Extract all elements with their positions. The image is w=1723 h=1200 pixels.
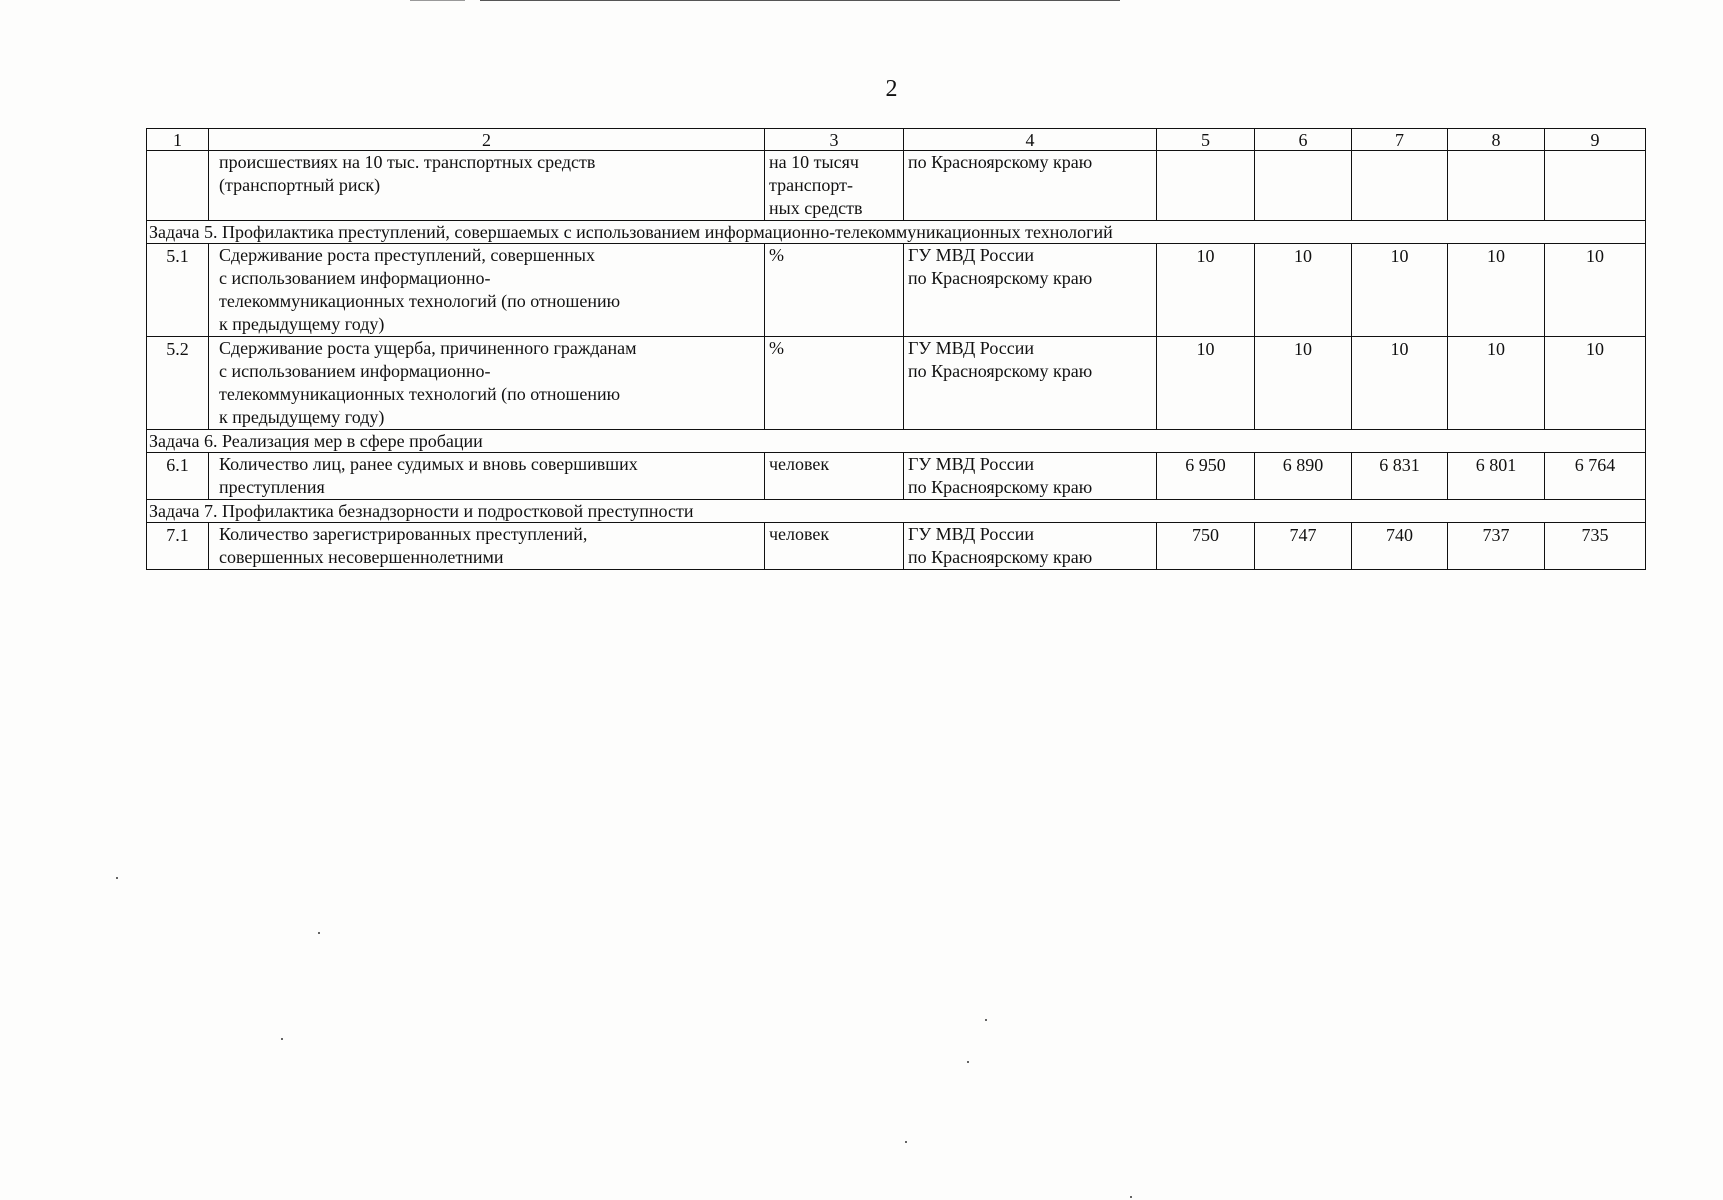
indicator-value: 6 890: [1255, 453, 1352, 500]
indicator-row: [147, 523, 1646, 570]
source-line: по Красноярскому краю: [908, 152, 1093, 172]
indicator-value: 737: [1448, 523, 1545, 570]
page-number: 2: [885, 76, 898, 102]
source-line: по Красноярскому краю: [908, 547, 1093, 567]
column-number: 8: [1448, 129, 1545, 151]
scan-speck: [281, 1038, 283, 1040]
data-source: [904, 523, 1157, 570]
indicator-number: 5.1: [147, 244, 209, 337]
unit-of-measure: [765, 244, 904, 337]
scan-speck: [116, 877, 118, 879]
unit-line: ных средств: [769, 198, 863, 218]
indicator-value: 10: [1255, 337, 1352, 430]
column-number: 1: [147, 129, 209, 151]
indicator-value: [1255, 151, 1352, 221]
source-line: ГУ МВД России: [908, 338, 1035, 358]
description-line: Сдерживание роста преступлений, совершенных: [219, 245, 596, 265]
unit-of-measure: [765, 523, 904, 570]
data-source: [904, 244, 1157, 337]
unit-line: %: [769, 338, 784, 358]
indicator-number: 7.1: [147, 523, 209, 570]
description-line: преступления: [219, 477, 325, 497]
indicator-value: 735: [1545, 523, 1646, 570]
task-section-title: Задача 6. Реализация мер в сфере пробации: [147, 430, 1646, 453]
source-line: ГУ МВД России: [908, 454, 1035, 474]
indicator-value: 10: [1352, 244, 1448, 337]
description-line: к предыдущему году): [219, 407, 385, 427]
unit-of-measure: [765, 151, 904, 221]
unit-of-measure: [765, 453, 904, 500]
description-line: с использованием информационно-: [219, 361, 491, 381]
indicator-value: 10: [1448, 244, 1545, 337]
source-line: по Красноярскому краю: [908, 477, 1093, 497]
column-number: 5: [1157, 129, 1255, 151]
scan-speck: [905, 1141, 907, 1143]
indicator-value: 10: [1545, 337, 1646, 430]
unit-line: на 10 тысяч: [769, 152, 859, 172]
indicator-description: [209, 337, 765, 430]
indicator-value: 6 950: [1157, 453, 1255, 500]
indicator-value: 6 764: [1545, 453, 1646, 500]
indicators-table: [146, 128, 1646, 570]
unit-line: человек: [769, 454, 830, 474]
unit-line: %: [769, 245, 784, 265]
scan-speck: [318, 932, 320, 934]
indicator-value: [1352, 151, 1448, 221]
indicator-value: 10: [1157, 244, 1255, 337]
data-source: [904, 151, 1157, 221]
description-line: Количество зарегистрированных преступлений,: [219, 524, 588, 544]
continuation-row: [147, 151, 1646, 221]
indicator-value: [1448, 151, 1545, 221]
indicator-description: [209, 453, 765, 500]
unit-of-measure: [765, 337, 904, 430]
indicator-description: [209, 523, 765, 570]
description-line: Сдерживание роста ущерба, причиненного гражданам: [219, 338, 637, 358]
data-source: [904, 453, 1157, 500]
data-source: [904, 337, 1157, 430]
indicator-value: 10: [1255, 244, 1352, 337]
description-line: к предыдущему году): [219, 314, 385, 334]
description-line: (транспортный риск): [219, 175, 381, 195]
indicator-row: [147, 244, 1646, 337]
indicator-value: 10: [1157, 337, 1255, 430]
description-line: совершенных несовершеннолетними: [219, 547, 504, 567]
column-number: 6: [1255, 129, 1352, 151]
source-line: по Красноярскому краю: [908, 361, 1093, 381]
indicator-number: 6.1: [147, 453, 209, 500]
scan-speck: [1130, 1196, 1132, 1198]
scan-edge-mark: [410, 0, 465, 1]
scan-edge-line: [480, 0, 1120, 1]
source-line: ГУ МВД России: [908, 245, 1035, 265]
description-line: с использованием информационно-: [219, 268, 491, 288]
indicator-number: 5.2: [147, 337, 209, 430]
indicator-value: 6 801: [1448, 453, 1545, 500]
indicator-value: [1157, 151, 1255, 221]
unit-line: транспорт-: [769, 175, 853, 195]
column-number: 9: [1545, 129, 1646, 151]
task-section-row: [147, 500, 1646, 523]
scan-speck: [985, 1019, 987, 1021]
indicator-row: [147, 337, 1646, 430]
indicator-description: [209, 244, 765, 337]
indicator-description: [209, 151, 765, 221]
unit-line: человек: [769, 524, 830, 544]
indicator-value: 6 831: [1352, 453, 1448, 500]
scan-speck: [967, 1061, 969, 1063]
description-line: происшествиях на 10 тыс. транспортных средств: [219, 152, 596, 172]
description-line: телекоммуникационных технологий (по отношению: [219, 384, 621, 404]
column-number: 3: [765, 129, 904, 151]
indicator-row: [147, 453, 1646, 500]
task-section-row: [147, 221, 1646, 244]
indicator-value: 10: [1545, 244, 1646, 337]
source-line: ГУ МВД России: [908, 524, 1035, 544]
indicator-value: 10: [1352, 337, 1448, 430]
column-number: 2: [209, 129, 765, 151]
indicator-value: 10: [1448, 337, 1545, 430]
column-number: 7: [1352, 129, 1448, 151]
task-section-title: Задача 5. Профилактика преступлений, совершаемых с использованием информационно-телекоммуникационных технологий: [147, 221, 1646, 244]
description-line: телекоммуникационных технологий (по отношению: [219, 291, 621, 311]
column-number: 4: [904, 129, 1157, 151]
indicator-value: 747: [1255, 523, 1352, 570]
table-body: [147, 129, 1646, 570]
column-number-row: [147, 129, 1646, 151]
source-line: по Красноярскому краю: [908, 268, 1093, 288]
indicator-value: [1545, 151, 1646, 221]
indicator-number: [147, 151, 209, 221]
task-section-row: [147, 430, 1646, 453]
indicator-value: 740: [1352, 523, 1448, 570]
description-line: Количество лиц, ранее судимых и вновь совершивших: [219, 454, 638, 474]
task-section-title: Задача 7. Профилактика безнадзорности и подростковой преступности: [147, 500, 1646, 523]
indicator-value: 750: [1157, 523, 1255, 570]
